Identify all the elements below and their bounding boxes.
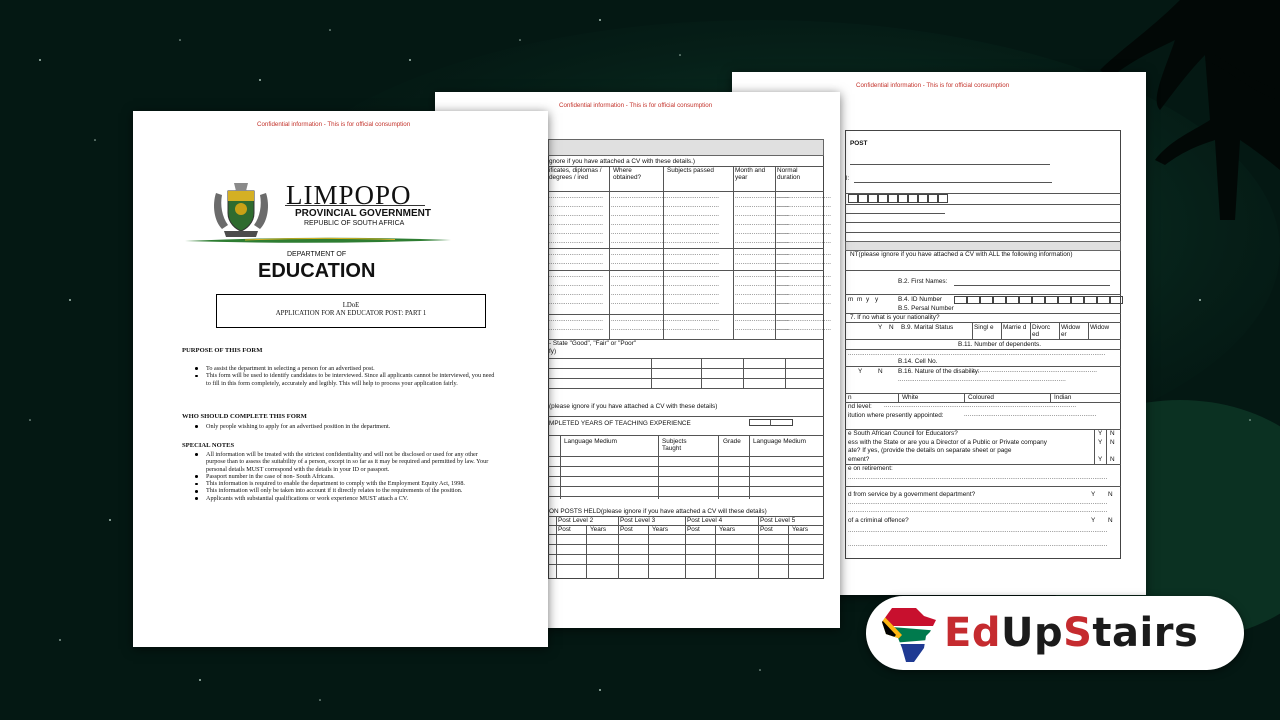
dotted-line: ............................. [549,291,604,297]
marital-option: Marrie d [1003,324,1027,331]
dotted-line: ............................. [549,282,604,288]
dotted-line: ............................. [611,317,666,323]
id-box [1006,296,1019,304]
dotted-line: ............................. [611,203,666,209]
qual-header-subjects: Subjects passed [667,167,714,174]
logo-subtitle: PROVINCIAL GOVERNMENT [295,208,431,219]
special-note-item: This information will only be taken into account if it directly relates to the requirements of the position. [193,487,497,494]
dotted-line: ............................. [735,260,790,266]
marital-divider [972,322,973,339]
dotted-line: ............................. [665,291,720,297]
teach-col-line [658,435,659,499]
retirement-question: ement? [848,456,870,463]
id-box [967,296,980,304]
dotted-line: ............................. [665,203,720,209]
section-c-bar [548,139,824,156]
race-option: Indian [1054,394,1072,401]
marital-option: Divorc ed [1032,324,1051,339]
date-box-label: m [857,296,863,303]
id-box [1058,296,1071,304]
lang-col-line [743,358,744,388]
dotted-line: ............................. [777,291,832,297]
special-note-item: This information is required to enable the department to comply with the Employment Equity Act, 1998. [193,480,497,487]
id-box [1032,296,1045,304]
post-row-line [548,534,824,535]
teach-header-language: Language Medium [564,438,617,445]
dotted-line: ............................. [611,212,666,218]
nationality-label: 7. If no what is your nationality? [850,314,940,321]
dotted-line: ............................. [549,194,604,200]
dotted-line: ............................. [611,291,666,297]
race-divider [964,393,965,402]
section-b-bar [845,241,1121,251]
edupstairs-logo [866,596,1244,670]
who-item: Only people wishing to apply for an advertised position in the department. [193,423,497,430]
teach-header-language-2: Language Medium [753,438,806,445]
marital-option: Widow [1090,324,1110,331]
post-level-label: Post Level 3 [620,517,656,524]
dotted-line: ............................. [665,251,720,257]
dotted-line: ............................. [735,291,790,297]
africa-flag-icon [880,606,940,664]
teach-row-line [548,456,824,457]
race-option: Coloured [968,394,994,401]
dotted-line: ............................. [735,326,790,332]
dotted-line: ............................. [549,203,604,209]
dotted-line: ............................. [735,239,790,245]
department-name: EDUCATION [258,260,376,282]
lang-col-line [785,358,786,388]
dotted-line: ............................. [735,251,790,257]
section-b-heading: NT(please ignore if you have attached a CV with ALL the following information) [850,251,1073,258]
experience-note: (please ignore if you have attached a CV with these details) [549,403,718,410]
institution-label: itution where presently appointed: [848,412,944,419]
lang-row-line [548,358,824,359]
dotted-line: ............................. [549,317,604,323]
coat-of-arms-icon [210,177,272,239]
brand-name: EdUpStairs [944,610,1199,656]
lang-row-line [548,368,824,369]
teach-row-line [548,496,824,497]
confidential-notice: Confidential information - This is for official consumption [559,102,713,109]
code-box [938,194,948,203]
dotted-line: ............................. [735,212,790,218]
dotted-line: ............................. [549,251,604,257]
id-box [1071,296,1084,304]
dotted-line: ............................. [735,230,790,236]
on-retirement-label: e on retirement: [848,465,893,472]
dotted-line: ............................. [611,326,666,332]
marital-option: Widow er [1061,324,1081,339]
marital-divider [1030,322,1031,339]
id-box [1110,296,1123,304]
dotted-line: ............................. [777,282,832,288]
logo-country: REPUBLIC OF SOUTH AFRICA [304,220,405,227]
qual-row-line [548,314,824,315]
dotted-line: ............................. [549,212,604,218]
dotted-line: ............................. [735,317,790,323]
dotted-line: ............................. [665,326,720,332]
race-option: n [848,394,852,401]
dotted-line: ............................. [549,273,604,279]
dotted-line: ............................. [549,239,604,245]
post-sub-label: Years [590,526,607,533]
code-box [928,194,938,203]
experience-years-box [749,419,793,426]
marital-option: Singl e [974,324,994,331]
special-note-item: All information will be treated with the strictest confidentiality and will not be disclosed or used for any other purpose than to assess the suitability of a person, except in so far as it may be required and permitted by law. Your personal details MUST correspond with the details in your ID or passport. [193,451,497,473]
id-box [993,296,1006,304]
dotted-line: ............................. [665,194,720,200]
sace-question: e South African Council for Educators? [848,430,958,437]
code-box [858,194,868,203]
post-sub-label: Post [558,526,571,533]
dotted-line: ............................. [665,282,720,288]
dotted-line: ............................. [665,300,720,306]
dotted-line: ............................. [665,230,720,236]
qual-row-line [548,270,824,271]
date-box-label: y [866,296,870,303]
first-names-label: B.2. First Names: [898,278,948,285]
post-row-line [548,554,824,555]
dotted-line: ............................. [735,300,790,306]
code-box [918,194,928,203]
teach-row-line [548,486,824,487]
purpose-item: This form will be used to identify candidates to be interviewed. Since all applicants cannot be interviewed, you need to fill in this form completely, accurately and legibly. This will help to process your application fairly. [193,372,497,387]
dotted-line: ............................. [665,273,720,279]
dotted-line: ............................. [777,326,832,332]
post-row-line [548,564,824,565]
code-box [908,194,918,203]
id-box [1084,296,1097,304]
dotted-line: ............................. [549,300,604,306]
race-divider [1050,393,1051,402]
id-box [1097,296,1110,304]
form-page-qualifications: Confidential information - This is for official consumption gnore if you have attached a CV with these details.) ificates, diplomas / degrees / ired Where obtained? Subjects passed Month and year Normal duration ............................. ............................. ............................. ............................. ............................. ............................. ............................. ............................. ............................. ............................. ............................. ............................. ............................. ............................. ............................. ............................. ............................. ............................. ............................. ............................. ............................. ............................. ............................. ............................. ............................. ............................. ............................. ............................. ............................. ............................. ............................. ............................. ............................. ............................. ............................. ............................. ............................. ............................. ............................. ............................. ............................. ............................. ............................. ............................. ............................. ............................. ............................. ............................. ............................. ............................. ............................. ............................. ............................. ............................. ............................. ............................. ............................. ............................. ............................. ............................. ............................. ............................. ............................. ............................. ............................. ............................. ............................. ............................. ............................. ............................. - State "Good", "Fair" or "Poor" fy) (please ignore if you have attached a CV with these details) MPLETED YEARS OF TEACHING EXPERIENCE Language Medium Subjects Taught Grade Language Medium ON POSTS HELD(please ignore if you have attached a CV will these details) Post Level 2 Post Years Post Level 3 Post Years Post Level 4 Post Years Post Level 5 Post Years [435,92,840,628]
dismissal-question: d from service by a government department? [848,491,976,498]
dotted-line: ............................. [777,194,832,200]
form-title-box [216,294,486,328]
race-option: White [902,394,919,401]
department-of: DEPARTMENT OF [287,251,347,258]
code-box [868,194,878,203]
id-box [1045,296,1058,304]
special-notes-list [193,451,497,502]
qual-header-where: Where obtained? [613,167,642,182]
dotted-line: ............................. [549,326,604,332]
marital-divider [1059,322,1060,339]
form-page-cover [133,111,548,647]
dotted-line: ............................. [735,273,790,279]
dotted-line: ............................. [665,212,720,218]
language-note: - State "Good", "Fair" or "Poor" [549,340,637,347]
post-sub-label: Post [760,526,773,533]
post-sub-label: Years [719,526,736,533]
level-label: nd level: [848,403,872,410]
lang-col-line [701,358,702,388]
confidential-notice: Confidential information - This is for official consumption [257,121,411,128]
marital-divider [1088,322,1089,339]
qualifications-note: gnore if you have attached a CV with these details.) [549,158,696,165]
date-box-label: y [875,296,879,303]
qual-header-cert: ificates, diplomas / degrees / ired [549,167,602,182]
post-row-line [548,544,824,545]
lang-row-line [548,388,824,389]
post-level-label: Post Level 5 [760,517,796,524]
purpose-item: To assist the department in selecting a person for an advertised post. [193,365,497,372]
form-code: LDoE [342,302,360,309]
teach-col-line [718,435,719,499]
dotted-line: ............................. [735,203,790,209]
special-notes-heading: SPECIAL NOTES [182,442,235,449]
id-box [954,296,967,304]
code-box [888,194,898,203]
qual-header-duration: Normal duration [777,167,801,182]
disability-label: B.16. Nature of the disability: [898,368,980,375]
dotted-line: ............................. [611,282,666,288]
post-sub-label: Post [687,526,700,533]
cell-number-label: B.14. Cell No. [898,358,938,365]
race-divider [898,393,899,402]
teaching-experience-heading: MPLETED YEARS OF TEACHING EXPERIENCE [549,420,691,427]
teach-col-line [749,435,750,499]
persal-number-label: B.5. Persal Number [898,305,954,312]
marital-divider [1001,322,1002,339]
teach-header-grade: Grade [723,438,741,445]
dotted-line: ............................. [777,203,832,209]
post-sub-label: Years [792,526,809,533]
post-heading: POST [850,140,868,147]
dotted-line: ............................. [665,260,720,266]
criminal-question: of a criminal offence? [848,517,909,524]
post-row-line [548,525,824,526]
dotted-line: ............................. [611,239,666,245]
dotted-line: ............................. [777,230,832,236]
dotted-line: ............................. [611,194,666,200]
dotted-line: ............................. [777,300,832,306]
dotted-line: ............................. [735,282,790,288]
dotted-line: ............................. [777,239,832,245]
date-box-label: m [848,296,854,303]
dotted-line: ............................. [611,221,666,227]
qual-row-line [548,248,824,249]
dotted-line: ............................. [777,221,832,227]
dotted-line: ............................. [611,251,666,257]
field-label: l: [846,175,850,182]
purpose-heading: PURPOSE OF THIS FORM [182,347,263,354]
dotted-line: ............................. [611,230,666,236]
dotted-line: ............................. [549,260,604,266]
qual-header-month: Month and year [735,167,766,182]
form-page-personal-details: Confidential information - This is for official consumption POST l: NT(please ignore if you have attached a CV with ALL the following information) B.2. First Names: m m y y B.4. ID Number B.5. Persal Number 7. If no what is your nationality? Y N B.9. Marital Status Singl e Marrie d Divorc ed Widow er Widow B.11. Number of dependents. .......................................................................................................................................... B.14. Cell No. Y N B.16. Nature of the disability: ................................................................... .......................................................................................... n White Coloured Indian nd level: ....................................................................................................... itution where presently appointed: ....................................................................... e South African Council for Educators? Y N ess with the State or are you a Director of a Public or Private company Y N ate? If yes, (provide the details on separate sheet or page ement? Y N e on retirement: ........................................................................................................................................... d from service by a government department? Y N ........................................................................................................................................... ........................................................................................................................................... of a criminal offence? Y N ........................................................................................................................................... ........................................................................................................................................... [732,72,1146,595]
teach-row-line [548,476,824,477]
lang-row-line [548,378,824,379]
id-number-label: B.4. ID Number [898,296,943,303]
dotted-line: ............................. [611,300,666,306]
marital-status-label: B.9. Marital Status [901,324,954,331]
dotted-line: ............................. [735,194,790,200]
teach-row-line [548,466,824,467]
dotted-line: ............................. [549,230,604,236]
dotted-line: ............................. [665,221,720,227]
logo-title: LIMPOPO [286,180,412,210]
posts-held-heading: ON POSTS HELD(please ignore if you have attached a CV will these details) [549,508,767,515]
post-level-label: Post Level 4 [687,517,723,524]
code-box [848,194,858,203]
business-question: ess with the State or are you a Director of a Public or Private company [848,439,1047,446]
purpose-list [193,365,497,387]
id-box [1019,296,1032,304]
logo-swoosh [185,235,451,245]
dotted-line: ............................. [777,317,832,323]
dotted-line: ............................. [665,239,720,245]
dotted-line: ............................. [777,212,832,218]
confidential-notice: Confidential information - This is for official consumption [856,82,1010,89]
special-note-item: Applicants with substantial qualifications or work experience MUST attach a CV. [193,495,497,502]
teach-col-line [560,435,561,499]
dotted-line: ............................. [777,273,832,279]
dotted-line: ............................. [735,221,790,227]
post-sub-label: Years [652,526,669,533]
post-sub-label: Post [620,526,633,533]
who-list [193,423,497,430]
code-box [878,194,888,203]
id-box [980,296,993,304]
special-note-item: Passport number in the case of non- South Africans. [193,473,497,480]
code-box [898,194,908,203]
dotted-line: ............................. [611,260,666,266]
dotted-line: ............................. [611,273,666,279]
form-title: APPLICATION FOR AN EDUCATOR POST: PART 1 [275,310,427,317]
post-level-label: Post Level 2 [558,517,594,524]
who-heading: WHO SHOULD COMPLETE THIS FORM [182,413,307,420]
dotted-line: ............................. [549,221,604,227]
dependents-label: B.11. Number of dependents. [958,341,1042,348]
dotted-line: ............................. [777,251,832,257]
dotted-line: ............................. [665,317,720,323]
dotted-line: ............................. [777,260,832,266]
lang-col-line [651,358,652,388]
teach-header-subjects: Subjects Taught [662,438,687,453]
